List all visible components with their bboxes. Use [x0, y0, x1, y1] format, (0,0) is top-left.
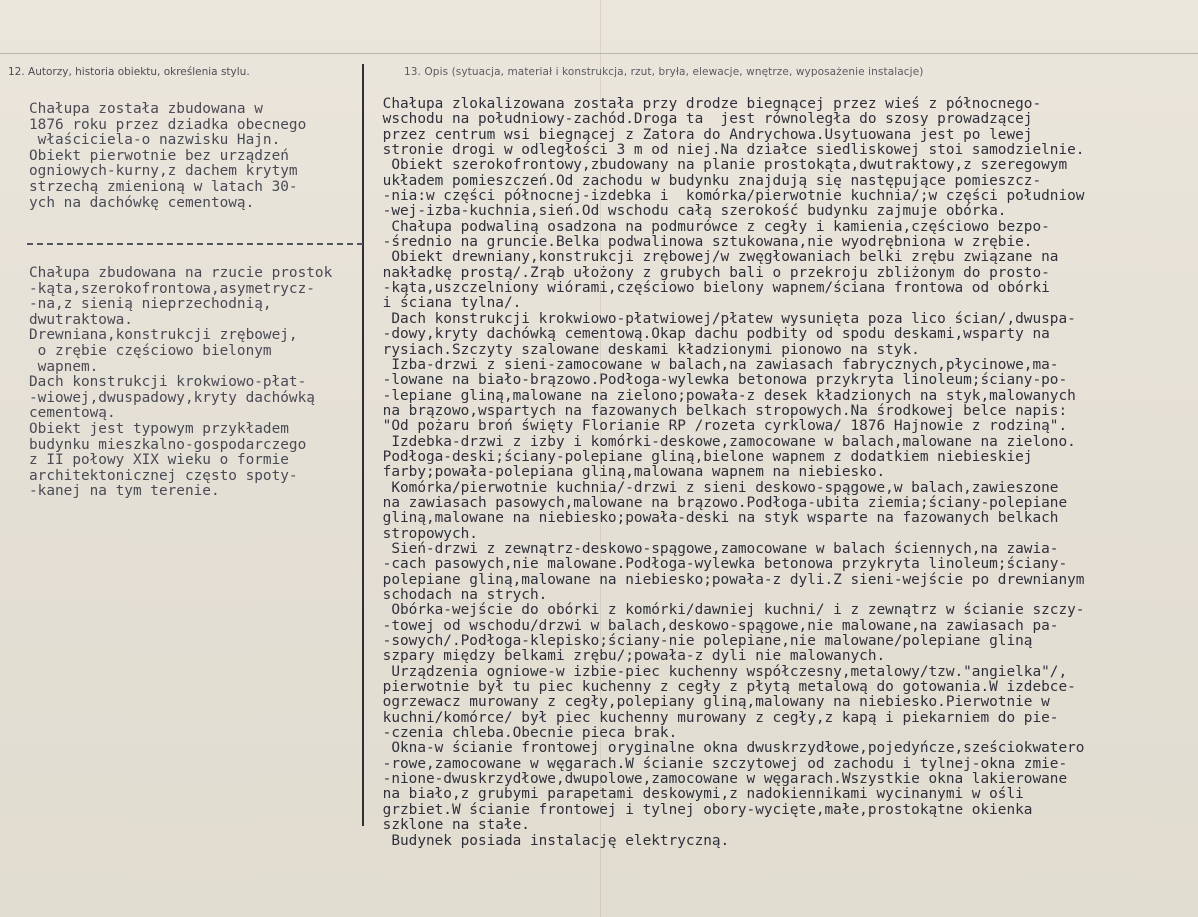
left-column-history [29, 102, 363, 211]
dashed-separator [27, 243, 363, 245]
history-paragraph: Chałupa została zbudowana w 1876 roku przez dziadka obecnego właściciela-o nazwisku Hajn. Obiekt pierwotnie bez urządzeń ogniowych-kurny,z dachem krytym strzechą zmienioną w latach 30- ych na dachówkę cementową. [29, 101, 307, 211]
right-column-description [374, 97, 1198, 849]
top-rule [0, 53, 1198, 54]
style-paragraph: Chałupa zbudowana na rzucie prostok -kąta,szerokofrontowa,asymetrycz- -na,z sienią nieprzechodnią, dwutraktowa. Drewniana,konstrukcji zrębowej, o zrębie częściowo bielonym wapnem. Dach konstrukcji krokwiowo-płat- -wiowej,dwuspadowy,kryty dachówką cementową. Obiekt jest typowym przykładem budynku mieszkalno-gospodarczego z II połowy XIX wieku o formie architektonicznej często spoty- -kanej na tym terenie. [29, 265, 333, 500]
left-column-style [29, 266, 363, 500]
section-13-header: 13. Opis (sytuacja, materiał i konstrukcja, rzut, bryła, elewacje, wnętrze, wyposażenie instalacje) [404, 66, 924, 78]
description-text: Chałupa zlokalizowana została przy drodze biegnącej przez wieś z północnego- wschodu na południowy-zachód.Droga ta jest równoległa do szosy prowadzącej przez centrum wsi biegnącej z Zatora do Andrychowa.Usytuowana jest po lewej stronie drogi w odległości 3 m od niej.Na działce siedliskowej stoi samodzielnie. Obiekt szerokofrontowy,zbudowany na planie prostokąta,dwutraktowy,z szeregowym układem pomieszczeń.Od zachodu w budynku znajdują się następujące pomieszcz- -nia:w części północnej-izdebka i komórka/pierwotnie kuchnia/;w części południow -wej-izba-kuchnia,sień.Od wschodu całą szerokość budynku zajmuje obórka. Chałupa podwaliną osadzona na podmurówce z cegły i kamienia,częściowo bezpo- -średnio na gruncie.Belka podwalinowa sztukowana,nie wyodrębniona w zrębie. Obiekt drewniany,konstrukcji zrębowej/w zwęgłowaniach belki zrębu związane na nakładkę prostą/.Zrąb ułożony z grubych bali o przekroju zbliżonym do prosto- -kąta,uszczelniony wiórami,częściowo bielony wapnem/ściana frontowa od obórki i ściana tylna/. Dach konstrukcji krokwiowo-płatwiowej/płatew wysunięta poza lico ścian/,dwuspa- -dowy,kryty dachówką cementową.Okap dachu podbity od spodu deskami,wsparty na rysiach.Szczyty szalowane deskami kładzionymi pionowo na styk. Izba-drzwi z sieni-zamocowane w balach,na zawiasach fabrycznych,płycinowe,ma- -lowane na biało-brązowo.Podłoga-wylewka betonowa przykryta linoleum;ściany-po- -lepiane gliną,malowane na zielono;powała-z desek kładzionych na styk,malowanych na brązowo,wspartych na fazowanych belkach stropowych.Na środkowej belce napis: "Od pożaru broń święty Florianie RP /rozeta cyrklowa/ 1876 Hajnowie z rodziną". Izdebka-drzwi z izby i komórki-deskowe,zamocowane w balach,malowane na zielono. Podłoga-deski;ściany-polepiane gliną,bielone wapnem z dodatkiem niebieskiej farby;powała-polepiana gliną,malowana wapnem na niebiesko. Komórka/pierwotnie kuchnia/-drzwi z sieni deskowo-spągowe,w balach,zawieszone na zawiasach pasowych,malowane na brązowo.Podłoga-ubita ziemia;ściany-polepiane gliną,malowane na niebiesko;powała-deski na styk wsparte na fazowanych belkach stropowych. Sień-drzwi z zewnątrz-deskowo-spągowe,zamocowane w balach ściennych,na zawia- -cach pasowych,nie malowane.Podłoga-wylewka betonowa przykryta linoleum;ściany- polepiane gliną,malowane na niebiesko;powała-z dyli.Z sieni-wejście po drewnianym schodach na strych. Obórka-wejście do obórki z komórki/dawniej kuchni/ i z zewnątrz w ścianie szczy- -towej od wschodu/drzwi w balach,deskowo-spągowe,nie malowane,na zawiasach pa- -sowych/.Podłoga-klepisko;ściany-nie polepiane,nie malowane/polepiane gliną szpary między belkami zrębu/;powała-z dyli nie malowanych. Urządzenia ogniowe-w izbie-piec kuchenny współczesny,metalowy/tzw."angielka"/, pierwotnie był tu piec kuchenny z cegły z płytą metalową do gotowania.W izdebce- ogrzewacz murowany z cegły,polepiany gliną,malowany na niebiesko.Pierwotnie w kuchni/komórce/ był piec kuchenny murowany z cegły,z kapą i piekarniem do pie- -czenia chleba.Obecnie pieca brak. Okna-w ścianie frontowej oryginalne okna dwuskrzydłowe,pojedyńcze,sześciokwatero -rowe,zamocowane w węgarach.W ścianie szczytowej od zachodu i tylnej-okna zmie- -nione-dwuskrzydłowe,dwupolowe,zamocowane w węgarach.Wszystkie okna lakierowane na biało,z grubymi parapetami deskowymi,z nadokiennikami wycinanymi w ośli grzbiet.W ścianie frontowej i tylnej obory-wycięte,małe,prostokątne okienka szklone na stałe. Budynek posiada instalację elektryczną. [382, 96, 1085, 849]
section-12-header: 12. Autorzy, historia obiektu, określenia stylu. [8, 66, 250, 78]
